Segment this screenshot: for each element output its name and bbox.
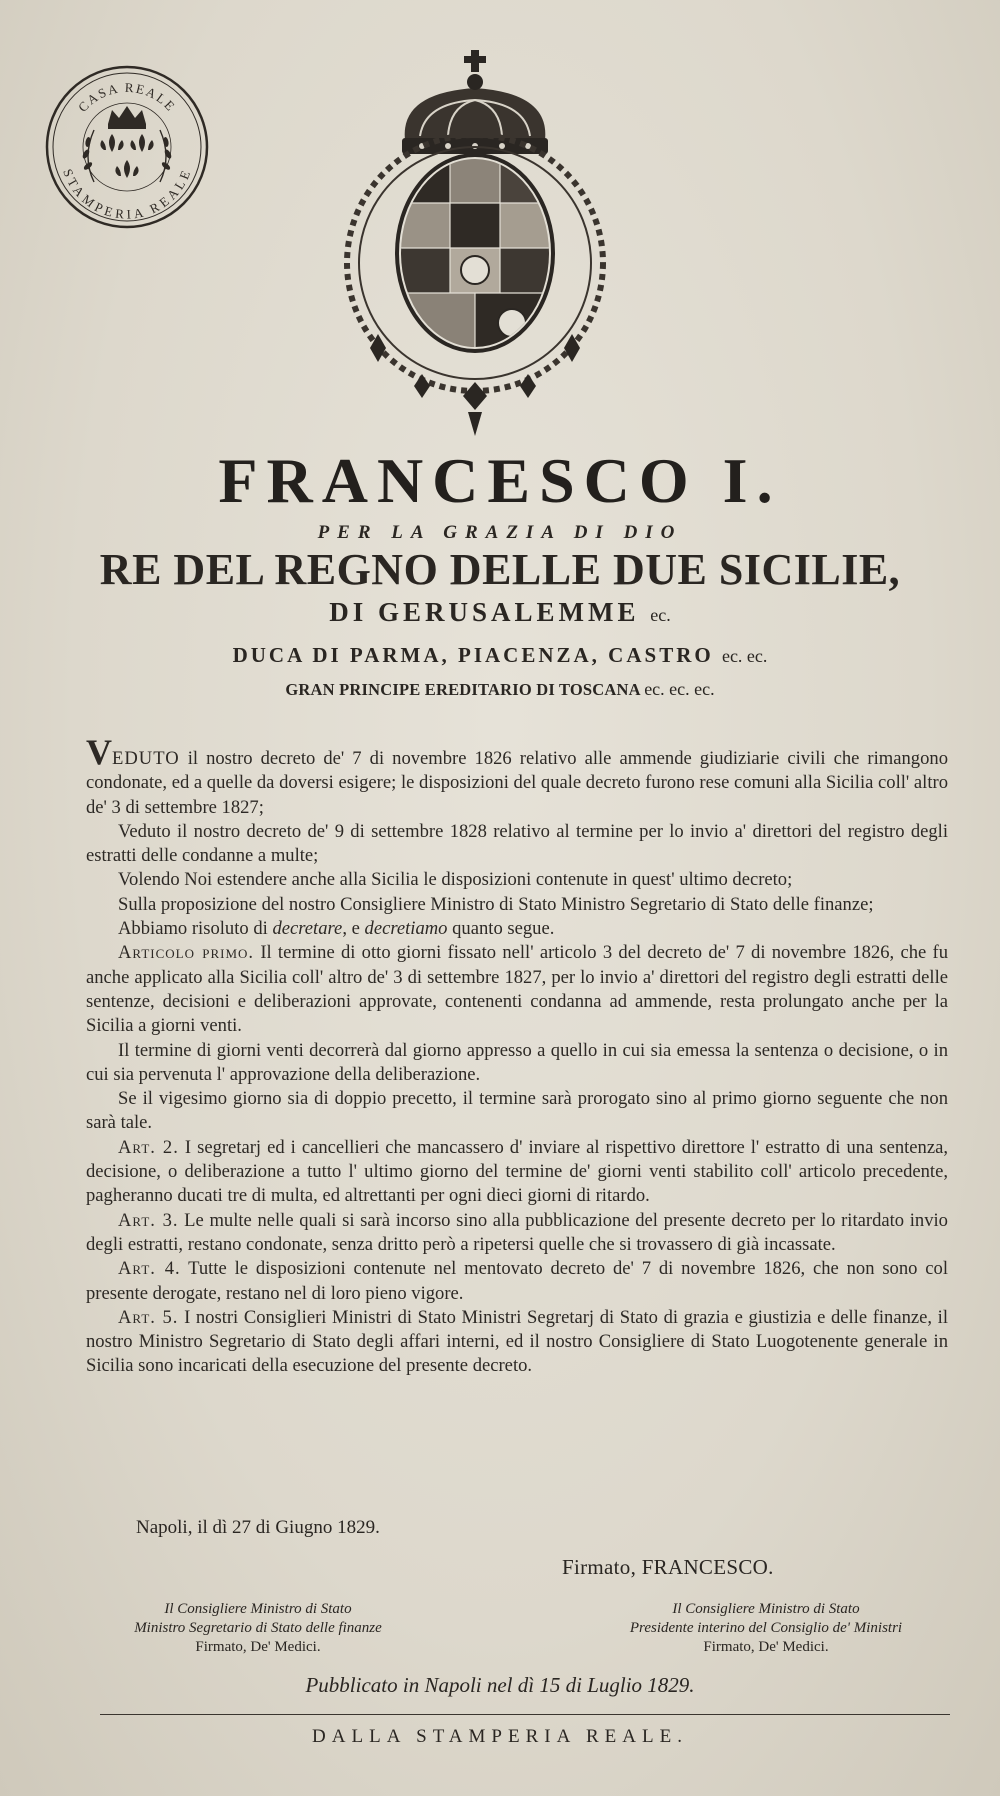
footer-divider [100,1714,950,1715]
risoluto-text-a: Abbiamo risoluto di [118,918,273,940]
paragraph-veduto-1 [86,732,948,820]
paragraph-veduto-2: Veduto il nostro decreto de' 9 di settembre 1828 relativo al termine per lo invio a' direttori del registro degli estratti delle condanne a multe; [86,820,948,867]
risoluto-decretiamo: decretiamo [364,918,448,940]
article-1-text: Il termine di otto giorni fissato nell' articolo 3 del decreto de' 7 di novembre 1826, che fu anche applicato alla Sicilia coll' altro de' 3 di settembre 1827, per lo invio a' direttori del registro degli estratti delle sentenze, decisioni e deliberazioni approvate, contenenti condanna ad ammende, resta prolungato anche per la Sicilia a giorni venti. [86,942,949,1037]
king-title: FRANCESCO I. [218,445,782,516]
signature-council-president [556,1600,976,1657]
sig-right-line1: Il Consigliere Ministro di Stato [672,1601,860,1617]
article-3-label: Art. 3. [118,1209,179,1231]
article-3 [86,1209,948,1258]
decree-heading [0,445,1000,704]
article-2-label: Art. 2. [118,1136,179,1158]
paragraph-proposizione: Sulla proposizione del nostro Consigliere Ministro di Stato Ministro Segretario di Stato delle finanze; [118,893,874,915]
article-5-label: Art. 5. [118,1306,179,1328]
article-4-text: Tutte le disposizioni contenute nel mentovato decreto de' 7 di novembre 1826, che non sono col presente derogate, restano nel di loro pieno vigore. [86,1258,948,1304]
jerusalem-ec: ec. [650,605,671,625]
grace-line: PER LA GRAZIA DI DIO [317,522,683,543]
decree-body [86,732,949,1379]
article-4-label: Art. 4. [118,1258,181,1280]
drop-cap: V [86,732,112,772]
place-and-date: Napoli, il dì 27 di Giugno 1829. [136,1517,380,1538]
paragraph-volendo: Volendo Noi estendere anche alla Sicilia le disposizioni contenute in quest' ultimo decreto; [118,869,793,891]
seal-top-text: CASA REALE [74,79,180,115]
kingdom-title: RE DEL REGNO DELLE DUE SICILIE, [99,545,901,594]
royal-coat-of-arms-icon [330,48,620,438]
paragraph-risoluto [86,917,948,941]
publication-note: Pubblicato in Napoli nel dì 15 di Luglio 1829. [305,1673,695,1697]
sig-right-line2: Presidente interino del Consiglio de' Ministri [629,1620,903,1636]
paragraph-vigesimo: Se il vigesimo giorno sia di doppio precetto, il termine sarà prorogato sino al primo giorno seguente che non sarà tale. [86,1088,948,1134]
sig-left-line1: Il Consigliere Ministro di Stato [164,1601,352,1617]
jerusalem-text: DI GERUSALEMME [329,597,640,627]
article-1 [86,941,948,1038]
risoluto-text-c: quanto segue. [447,918,555,940]
article-4 [86,1257,948,1306]
prince-line [0,675,1000,704]
article-3-text: Le multe nelle quali si sarà incorso sino alla pubblicazione del presente decreto per lo ritardato invio degli estratti, restano condonate, senza dritto però a ripetersi quelle che si trovassero di già incassate. [86,1209,948,1255]
paragraph-termine: Il termine di giorni venti decorrerà dal giorno appresso a quello in cui sia emessa la sentenza o decisione, o in cui sia pervenuta l' approvazione della deliberazione. [86,1039,948,1085]
article-2 [86,1136,948,1209]
veduto-smallcaps: EDUTO [112,748,180,769]
printer-imprint: DALLA STAMPERIA REALE. [312,1726,688,1747]
prince-ec: ec. ec. ec. [644,679,715,699]
prince-text: GRAN PRINCIPE EREDITARIO DI TOSCANA [285,680,640,699]
risoluto-decretare: decretare [272,918,343,940]
signature-finance-minister [68,1600,448,1657]
sig-right-line3: Firmato, De' Medici. [703,1639,829,1655]
duke-ec: ec. ec. [721,646,768,666]
article-2-text: I segretarj ed i cancellieri che mancassero d' inviare al rispettivo direttore l' estratto di una sentenza, decisione, o deliberazione a tutto l' ultimo giorno del termine de' giorni venti stabilito coll' articolo precedente, pagheranno ducati tre di multa, ed altrettanti per ogni dieci giorni di ritardo. [86,1136,948,1207]
article-1-label: Articolo primo. [118,942,255,964]
stamperia-reale-seal-icon [42,62,212,232]
sig-left-line2: Ministro Segretario di Stato delle finanze [134,1620,382,1636]
king-signature: Firmato, FRANCESCO. [562,1555,774,1579]
article-5-text: I nostri Consiglieri Ministri di Stato Ministri Segretarj di Stato di grazia e giustizia e delle finanze, il nostro Ministro Segretario di Stato degli affari interni, ed il nostro Consigliere di Stato Luogotenente generale in Sicilia sono incaricati della esecuzione del presente decreto. [86,1306,948,1377]
paragraph-veduto-1-text: il nostro decreto de' 7 di novembre 1826 relativo alle ammende giudiziarie civili che rimangono condonate, ed a quelle da doversi esigere; le disposizioni del quale decreto furono rese comuni alla Sicilia coll' altro de' 3 di settembre 1827; [86,748,948,818]
risoluto-text-b: , e [342,918,365,940]
duke-line [0,638,1000,673]
seal-bottom-text: STAMPERIA REALE [60,166,194,222]
sig-left-line3: Firmato, De' Medici. [195,1639,321,1655]
article-5 [86,1306,948,1379]
duke-text: DUCA DI PARMA, PIACENZA, CASTRO [232,643,714,667]
jerusalem-line [0,595,1000,632]
